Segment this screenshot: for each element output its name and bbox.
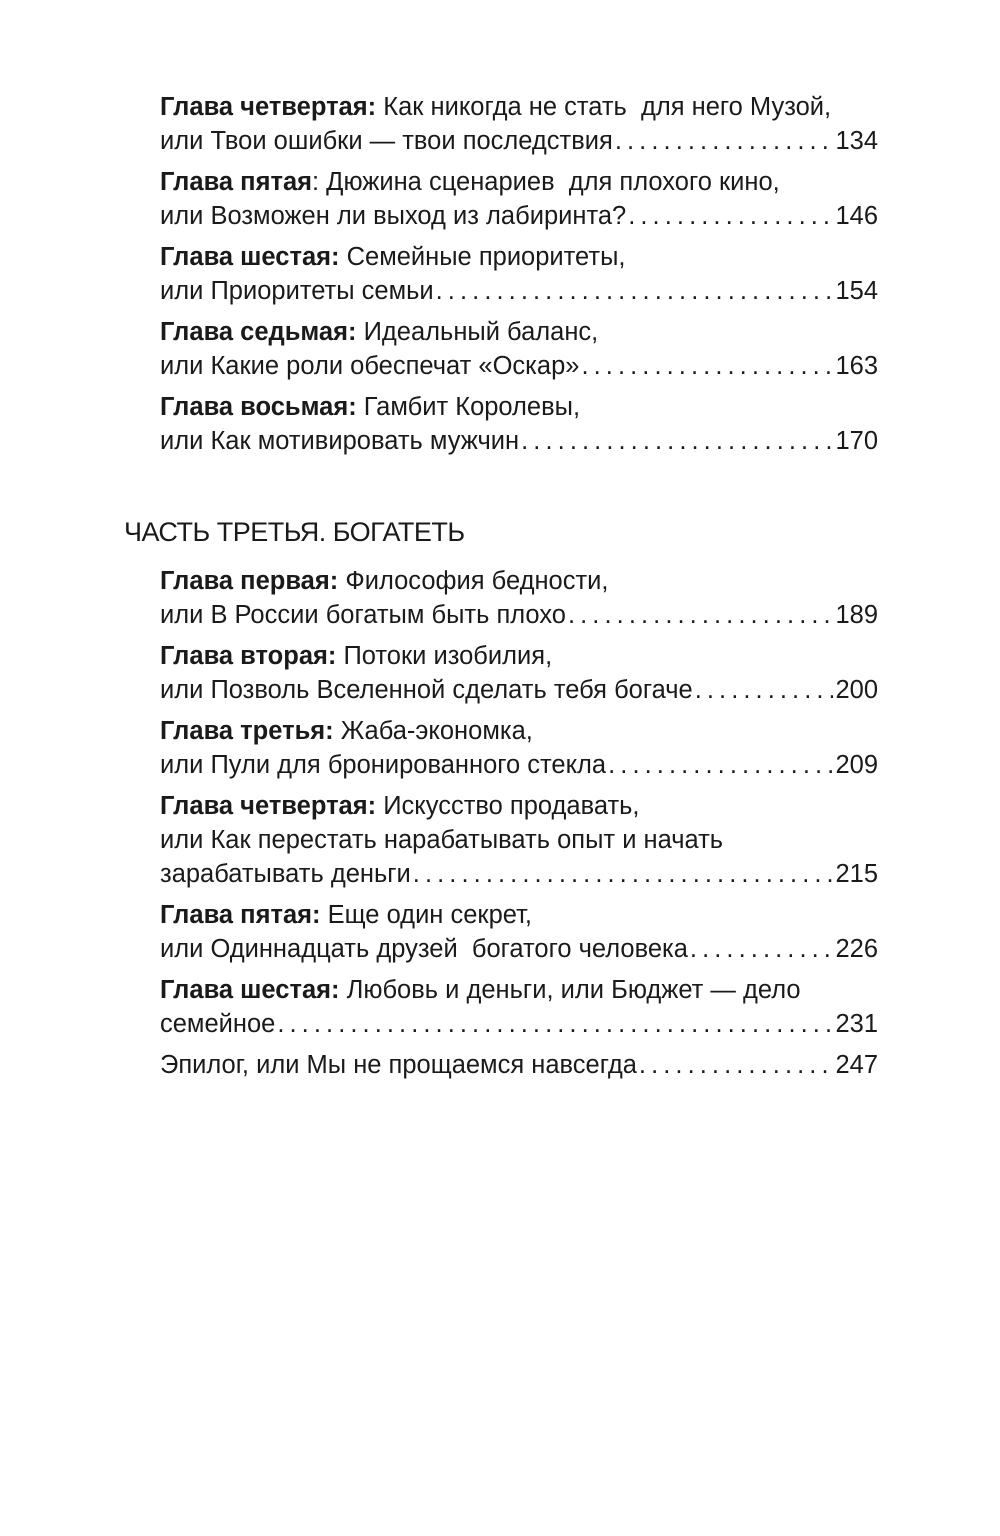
toc-entry-title-line bbox=[160, 789, 878, 823]
epilogue-title: Эпилог, или Мы не прощаемся навсегда bbox=[160, 1051, 637, 1079]
chapter-subtitle: или Твои ошибки — твои последствия bbox=[160, 127, 613, 155]
dot-leader bbox=[639, 1048, 834, 1082]
chapter-subtitle-continued: зарабатывать деньги bbox=[160, 860, 411, 888]
toc-entry[interactable] bbox=[160, 564, 878, 632]
toc-entry-title-line bbox=[160, 973, 878, 1007]
toc-entry[interactable] bbox=[160, 973, 878, 1041]
toc-entry-title-line bbox=[160, 390, 878, 424]
toc-entry-subtitle-line bbox=[160, 274, 878, 308]
chapter-label: Глава пятая bbox=[160, 168, 313, 196]
chapter-label: Глава восьмая: bbox=[160, 393, 357, 421]
toc-part-three-entries bbox=[160, 564, 878, 1089]
page-number: 226 bbox=[835, 935, 878, 963]
chapter-subtitle: или Какие роли обеспечат «Оскар» bbox=[160, 352, 580, 380]
chapter-title: Искусство продавать, bbox=[383, 792, 640, 820]
dot-leader bbox=[628, 199, 833, 233]
toc-entry-title-line bbox=[160, 90, 878, 124]
toc-entry[interactable] bbox=[160, 165, 878, 233]
toc-entry-subtitle-line bbox=[160, 124, 878, 158]
toc-entry[interactable] bbox=[160, 898, 878, 966]
chapter-subtitle: или В России богатым быть плохо bbox=[160, 601, 566, 629]
dot-leader bbox=[581, 349, 833, 383]
toc-entry[interactable] bbox=[160, 390, 878, 458]
dot-leader bbox=[277, 1007, 833, 1041]
chapter-label: Глава пятая: bbox=[160, 901, 321, 929]
page-number: 247 bbox=[835, 1051, 878, 1079]
toc-entry[interactable] bbox=[160, 714, 878, 782]
toc-entry[interactable] bbox=[160, 789, 878, 891]
toc-entry-subtitle-line bbox=[160, 598, 878, 632]
chapter-label: Глава вторая: bbox=[160, 642, 337, 670]
dot-leader bbox=[695, 673, 834, 707]
chapter-subtitle: или Пули для бронированного стекла bbox=[160, 751, 607, 779]
chapter-title: : Дюжина сценариев для плохого кино, bbox=[312, 168, 780, 196]
chapter-label: Глава четвертая: bbox=[160, 93, 377, 121]
toc-part-two-entries bbox=[160, 90, 878, 465]
toc-entry-subtitle-line bbox=[160, 823, 878, 857]
chapter-title: Идеальный баланс, bbox=[363, 318, 599, 346]
chapter-title: Философия бедности, bbox=[345, 567, 609, 595]
part-three-heading: ЧАСТЬ ТРЕТЬЯ. БОГАТЕТЬ bbox=[124, 517, 465, 547]
dot-leader bbox=[568, 598, 833, 632]
page-number: 146 bbox=[835, 202, 878, 230]
dot-leader bbox=[521, 424, 833, 458]
page-number: 200 bbox=[835, 676, 878, 704]
page-number: 215 bbox=[835, 860, 878, 888]
chapter-subtitle: или Позволь Вселенной сделать тебя богаче bbox=[160, 676, 693, 704]
toc-entry-title-line bbox=[160, 714, 878, 748]
toc-entry-subtitle-line bbox=[160, 673, 878, 707]
page-number: 154 bbox=[835, 277, 878, 305]
toc-entry[interactable] bbox=[160, 639, 878, 707]
chapter-subtitle: или Одиннадцать друзей богатого человека bbox=[160, 935, 688, 963]
chapter-subtitle: семейное bbox=[160, 1010, 276, 1038]
dot-leader bbox=[413, 857, 834, 891]
chapter-title: Как никогда не стать для него Музой, bbox=[383, 93, 832, 121]
chapter-title: Семейные приоритеты, bbox=[346, 243, 626, 271]
chapter-title: Гамбит Королевы, bbox=[363, 393, 581, 421]
page-number: 189 bbox=[835, 601, 878, 629]
chapter-label: Глава седьмая: bbox=[160, 318, 357, 346]
chapter-label: Глава третья: bbox=[160, 717, 334, 745]
toc-entry-subtitle-line bbox=[160, 424, 878, 458]
dot-leader bbox=[615, 124, 834, 158]
chapter-subtitle: или Приоритеты семьи bbox=[160, 277, 434, 305]
toc-entry-title-line bbox=[160, 639, 878, 673]
page-number: 134 bbox=[835, 127, 878, 155]
chapter-title: Еще один секрет, bbox=[327, 901, 533, 929]
toc-entry-subtitle-line bbox=[160, 1007, 878, 1041]
toc-entry-title-line bbox=[160, 564, 878, 598]
chapter-label: Глава шестая: bbox=[160, 243, 340, 271]
chapter-subtitle: или Как мотивировать мужчин bbox=[160, 427, 520, 455]
toc-entry-subtitle-line bbox=[160, 932, 878, 966]
page-number: 231 bbox=[835, 1010, 878, 1038]
chapter-title: Жаба-экономка, bbox=[340, 717, 533, 745]
chapter-title: Любовь и деньги, или Бюджет — дело bbox=[346, 976, 801, 1004]
chapter-label: Глава шестая: bbox=[160, 976, 340, 1004]
dot-leader bbox=[608, 748, 833, 782]
toc-entry-subtitle-line bbox=[160, 199, 878, 233]
page-number: 209 bbox=[835, 751, 878, 779]
toc-entry-title-line bbox=[160, 240, 878, 274]
toc-entry-title-line bbox=[160, 165, 878, 199]
chapter-title: Потоки изобилия, bbox=[343, 642, 553, 670]
toc-entry[interactable] bbox=[160, 315, 878, 383]
page-number: 163 bbox=[835, 352, 878, 380]
chapter-label: Глава четвертая: bbox=[160, 792, 377, 820]
toc-entry-subtitle-line bbox=[160, 857, 878, 891]
page-number: 170 bbox=[835, 427, 878, 455]
chapter-subtitle: или Как перестать нарабатывать опыт и начать bbox=[160, 826, 724, 854]
toc-entry-subtitle-line bbox=[160, 349, 878, 383]
dot-leader bbox=[690, 932, 834, 966]
toc-entry-title-line bbox=[160, 1048, 878, 1082]
chapter-label: Глава первая: bbox=[160, 567, 339, 595]
toc-entry-title-line bbox=[160, 898, 878, 932]
dot-leader bbox=[436, 274, 834, 308]
toc-entry-title-line bbox=[160, 315, 878, 349]
toc-entry-subtitle-line bbox=[160, 748, 878, 782]
chapter-subtitle: или Возможен ли выход из лабиринта? bbox=[160, 202, 627, 230]
toc-entry[interactable] bbox=[160, 90, 878, 158]
toc-entry[interactable] bbox=[160, 240, 878, 308]
toc-entry-epilogue[interactable] bbox=[160, 1048, 878, 1082]
